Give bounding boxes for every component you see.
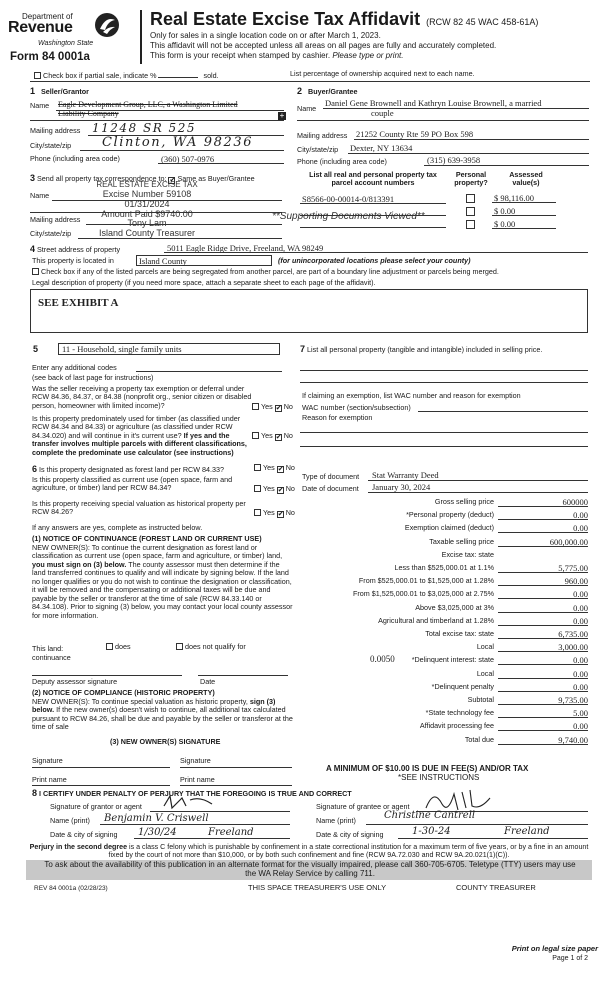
notice3-title: (3) NEW OWNER(S) SIGNATURE xyxy=(110,737,221,746)
grantee-date-line xyxy=(398,838,588,839)
grantor-name-label: Name (print) xyxy=(50,816,90,825)
sec6-q2-yes-label: Yes xyxy=(263,484,275,493)
same-as-buyer-label: Same as Buyer/Grantee xyxy=(177,174,255,183)
seller-city-line xyxy=(80,150,284,151)
sec6-q3-answers xyxy=(254,509,295,518)
sec5-q1-yes-label: Yes xyxy=(261,402,273,411)
sec5-q1-answers xyxy=(252,403,293,412)
revenue-text: Revenue xyxy=(8,19,73,36)
personal-3-checkbox[interactable] xyxy=(466,220,475,229)
dor-logo xyxy=(8,10,133,66)
deputy-sig-line[interactable] xyxy=(32,675,182,676)
tax-label: Total due xyxy=(464,735,494,744)
partial-sale-row xyxy=(34,70,219,80)
sec6-q1-text: Is this property designated as forest land per RCW 84.33? xyxy=(39,465,224,474)
sec5-q2-no[interactable] xyxy=(275,434,282,441)
stamp-excise-number: Excise Number 59108 xyxy=(102,188,192,199)
sec6-q1 xyxy=(32,464,224,475)
tax-value[interactable]: 0.00 xyxy=(573,616,588,626)
doc-type-label: Type of document xyxy=(302,472,360,481)
tax-value[interactable]: 5.00 xyxy=(573,708,588,718)
sec7-label: List all personal property (tangible and intangible) included in selling price. xyxy=(307,345,543,354)
sec5-num: 5 xyxy=(33,344,39,354)
stamp-name: Tony Lam xyxy=(127,218,167,229)
unincorp-note: (for unincorporated locations please select your county) xyxy=(278,256,471,265)
wac-label: WAC number (section/subsection) xyxy=(302,403,411,412)
tax-label: Agricultural and timberland at 1.28% xyxy=(378,616,494,625)
assessed-1-line xyxy=(492,202,556,203)
rcw-ref: (RCW 82 45 WAC 458-61A) xyxy=(426,17,539,27)
tax-label: Gross selling price xyxy=(434,497,494,506)
seller-city-label: City/state/zip xyxy=(30,141,72,150)
buyer-mail[interactable]: 21252 County Rte 59 PO Box 598 xyxy=(356,129,474,139)
sec6-q1-answers xyxy=(254,464,295,473)
street-label: Street address of property xyxy=(37,245,121,254)
grantee-date-label: Date & city of signing xyxy=(316,830,384,839)
local-rate[interactable]: 0.0050 xyxy=(370,654,395,664)
excise-stamp xyxy=(82,181,212,239)
street-line xyxy=(164,252,588,253)
parcel-header: List all real and personal property tax parcel account numbers xyxy=(309,170,437,188)
reason-label: Reason for exemption xyxy=(302,413,373,422)
tax-label: Excise tax: state xyxy=(441,550,494,559)
buyer-phone[interactable]: (315) 639-3958 xyxy=(427,155,481,165)
tax-value[interactable]: 0.00 xyxy=(573,669,588,679)
sec5-q2-answers xyxy=(252,432,293,441)
sec7-num: 7 xyxy=(300,344,306,354)
header-notes xyxy=(150,31,496,60)
tax-value[interactable]: 5,775.00 xyxy=(558,563,588,573)
seller-num: 1 xyxy=(30,86,36,96)
buyer-city-line xyxy=(348,153,589,154)
seller-title: Seller/Grantor xyxy=(41,87,89,96)
tax-value[interactable]: 0.00 xyxy=(573,682,588,692)
form-title-text: Real Estate Excise Tax Affidavit xyxy=(150,9,421,29)
notice1-text-a: NEW OWNER(S): To continue the current designation as forest land or classification as current use (open space, farm and agriculture, or timber) land, xyxy=(32,543,283,561)
does-not-checkbox[interactable] xyxy=(176,643,183,650)
tax-value[interactable]: 0.00 xyxy=(573,589,588,599)
assessed-header: Assessed value(s) xyxy=(509,170,543,188)
buyer-phone-line xyxy=(424,165,589,166)
buyer-heading xyxy=(297,86,358,97)
tax-value[interactable]: 600000 xyxy=(562,497,588,507)
grantor-date-label: Date & city of signing xyxy=(50,830,118,839)
doc-type[interactable]: Stat Warranty Deed xyxy=(372,470,439,480)
minimum-note: A MINIMUM OF $10.00 IS DUE IN FEE(S) AND/OR TAX xyxy=(326,764,529,773)
sec6-q1-no[interactable] xyxy=(277,466,284,473)
sec5-q2-bold: If yes and the transfer involves multiple parcels with different classifications, complete the predominate use calculator (see instructions) xyxy=(32,430,247,457)
grantee-sig-label: Signature of grantee or agent xyxy=(316,802,410,811)
see-back-label: (see back of last page for instructions) xyxy=(32,373,154,382)
supporting-docs-stamp: **Supporting Documents Viewed** xyxy=(272,211,425,222)
header-line-1: Only for sales in a single location code on or after March 1, 2023. xyxy=(150,31,381,40)
grantee-name-label: Name (print) xyxy=(316,816,356,825)
segregated-checkbox[interactable] xyxy=(32,268,39,275)
sec5-q1: Was the seller receiving a property tax exemption or deferral under RCW 84.36, 84.37, or 84.38 (nonprofit org., senior citizen or disabled person, homeowner with limited income)? xyxy=(32,384,252,410)
sec6-q2-no-label: No xyxy=(285,484,295,493)
sec5-q1-no-label: No xyxy=(283,402,293,411)
tax-label: Above $3,025,000 at 3% xyxy=(415,603,494,612)
notice1-text-c: The county assessor must then determine if the land transferred continues to qualify and will indicate by signing below. If the land no longer qualifies or you do not wish to continue the designation or classification, it will be removed and the compensating or additional taxes will be due and payable by the seller or transferor at the time of sale (RCW 84.33.140 or 84.34.108). Prior to signing (3) below, you may contact your local county assessor for more information. xyxy=(32,559,293,620)
sec4-num: 4 xyxy=(30,244,36,254)
deputy-date-label: Date xyxy=(200,677,216,686)
personal-2-checkbox[interactable] xyxy=(466,207,475,216)
owner-sig-line-2[interactable] xyxy=(180,767,292,768)
buyer-name-line2: couple xyxy=(371,108,394,119)
sec6-q3-yes-label: Yes xyxy=(263,508,275,517)
sec5-q2 xyxy=(32,415,254,457)
header-line-3b: Please type or print. xyxy=(332,50,404,60)
sec5-q2-no-label: No xyxy=(283,431,293,440)
rev-label: REV 84 0001a (02/28/23) xyxy=(34,885,108,892)
sec8-num: 8 xyxy=(32,788,38,798)
tax-value[interactable]: 0.00 xyxy=(573,603,588,613)
exempt-label: If claiming an exemption, list WAC number and reason for exemption xyxy=(302,391,521,400)
sec3-label: Send all property tax correspondence to: xyxy=(37,174,167,183)
notice2-title: (2) NOTICE OF COMPLIANCE (HISTORIC PROPERTY) xyxy=(32,688,215,697)
personal-property-line-2[interactable] xyxy=(300,382,588,383)
sec4-street-row xyxy=(30,244,120,255)
sec6-q1-yes-label: Yes xyxy=(263,463,275,472)
buyer-mail-line xyxy=(354,139,589,140)
county-treasurer-label: COUNTY TREASURER xyxy=(456,883,536,892)
sec6-q3: Is this property receiving special valuation as historical property per RCW 84.26? xyxy=(32,499,246,517)
buyer-name-label: Name xyxy=(297,104,317,113)
seller-name-label: Name xyxy=(30,101,50,110)
form-title xyxy=(150,9,538,30)
tax-value[interactable]: 0.00 xyxy=(573,655,588,665)
notice1-text-b: you must sign on (3) below. xyxy=(32,559,127,569)
street-address[interactable]: 5011 Eagle Ridge Drive, Freeland, WA 98249 xyxy=(167,243,324,253)
any-yes-note: If any answers are yes, complete as instructed below. xyxy=(32,523,203,532)
seller-phone[interactable]: (360) 507-0976 xyxy=(161,154,215,164)
tax-label: Local xyxy=(476,669,494,678)
notice2-text-c: If the new owner(s) doesn't wish to continue, all additional tax calculated pursuant to RCW 84.26, shall be due and payable by the seller or transferor at the time of sale xyxy=(32,705,293,732)
grantee-city[interactable]: Freeland xyxy=(504,826,550,837)
owner-sig-label-1: Signature xyxy=(32,756,63,765)
seller-phone-label: Phone (including area code) xyxy=(30,154,120,163)
legal-description-box[interactable] xyxy=(30,289,588,333)
tax-label: From $525,000.01 to $1,525,000 at 1.28% xyxy=(358,576,494,585)
seller-heading xyxy=(30,86,89,97)
sec6-q3-yes[interactable] xyxy=(254,509,261,516)
page-number: Page 1 of 2 xyxy=(552,955,588,962)
notice1-text xyxy=(32,544,294,620)
grantor-sig-line xyxy=(150,811,290,812)
tax-value[interactable]: 0.00 xyxy=(573,523,588,533)
tax-label: *Personal property (deduct) xyxy=(406,510,494,519)
tax-label: *Delinquent penalty xyxy=(431,682,494,691)
sec6-q3-no-label: No xyxy=(285,508,295,517)
reason-line-2[interactable] xyxy=(300,446,588,447)
owner-print-label-1: Print name xyxy=(32,775,67,784)
tax-value[interactable]: 9,735.00 xyxy=(558,695,588,705)
does-label: does xyxy=(115,642,131,651)
buyer-city[interactable]: Dexter, NY 13634 xyxy=(350,143,413,153)
sec3-name-label: Name xyxy=(30,191,50,200)
this-land-label: This land: xyxy=(32,644,64,653)
alt-format-note: To ask about the availability of this publication in an alternate format for the visually impaired, please call 360-705-6705. Teletype (TTY) users may use the WA Relay Service by calling 711. xyxy=(44,860,576,878)
owner-sig-label-2: Signature xyxy=(180,756,211,765)
form-number: Form 84 0001a xyxy=(10,51,90,63)
personal-header: Personal property? xyxy=(454,170,488,188)
wac-line[interactable] xyxy=(418,411,588,412)
seller-phone-line xyxy=(158,163,284,164)
sec6-num: 6 xyxy=(32,464,38,474)
seller-city[interactable]: Clinton, WA 98236 xyxy=(102,135,254,150)
tax-value[interactable]: 960.00 xyxy=(564,576,588,586)
seller-plus-icon[interactable]: + xyxy=(279,111,285,120)
notice1-title: (1) NOTICE OF CONTINUANCE (FOREST LAND OR CURRENT USE) xyxy=(32,534,262,543)
parcel-2-line xyxy=(300,215,446,216)
does-option xyxy=(106,643,131,651)
enter-codes-label: Enter any additional codes xyxy=(32,363,117,372)
certify-text: I CERTIFY UNDER PENALTY OF PERJURY THAT THE FOREGOING IS TRUE AND CORRECT xyxy=(39,789,352,798)
seller-mail-label: Mailing address xyxy=(30,126,81,135)
seller-mail[interactable]: 11248 SR 525 xyxy=(92,121,196,135)
continuance-label: continuance xyxy=(32,653,71,662)
seller-name-line1: Eagle Development Group, LLC, a Washington Limited xyxy=(58,100,238,109)
sec3-city-label: City/state/zip xyxy=(30,229,72,238)
treasurer-use-label: THIS SPACE TREASURER'S USE ONLY xyxy=(248,883,387,892)
buyer-phone-label: Phone (including area code) xyxy=(297,157,387,166)
parcel-1[interactable]: S8566-00-00014-0/813391 xyxy=(302,194,395,204)
sec6-q2: Is this property classified as current use (open space, farm and agriculture, or timber) land per RCW 84.34? xyxy=(32,475,233,493)
parcel-1-line xyxy=(300,203,446,204)
grantor-date-line xyxy=(134,838,290,839)
tax-value[interactable]: 0.00 xyxy=(573,510,588,520)
sec6-q3-no[interactable] xyxy=(277,511,284,518)
partial-percent-field[interactable] xyxy=(158,70,198,78)
tax-label: *Delinquent interest: state xyxy=(411,655,494,664)
buyer-name-line-b xyxy=(297,120,589,121)
deputy-date-line[interactable] xyxy=(198,675,288,676)
sec6-q2-no[interactable] xyxy=(277,487,284,494)
stamp-date: 01/31/2024 xyxy=(124,198,170,209)
partial-sale-label: Check box if partial sale, indicate % xyxy=(43,71,157,80)
buyer-mail-label: Mailing address xyxy=(297,131,348,140)
sold-label: sold. xyxy=(203,71,219,80)
sec3-mail-label: Mailing address xyxy=(30,215,81,224)
tax-value[interactable]: 6,735.00 xyxy=(558,629,588,639)
enter-codes-line xyxy=(136,371,282,372)
buyer-num: 2 xyxy=(297,86,303,96)
sec7-heading xyxy=(300,344,590,355)
notice2-text xyxy=(32,698,294,732)
tax-label: Exemption claimed (deduct) xyxy=(404,523,494,532)
assessed-2[interactable]: $ 0.00 xyxy=(494,206,516,216)
sec5-q2-yes[interactable] xyxy=(252,432,259,439)
sec6-q2-answers xyxy=(254,485,295,494)
grantor-name-line xyxy=(100,824,290,825)
sec5-q2-text: Is this property predominately used for timber (as classified under RCW 84.34 and 84.33) or agriculture (as classified under RCW 84.34.020) and will continue in it's current use? xyxy=(32,414,241,440)
county-select[interactable]: Island County xyxy=(136,255,272,266)
buyer-title: Buyer/Grantee xyxy=(308,87,358,96)
notice2-text-a: NEW OWNER(S): To continue special valuation as historic property, xyxy=(32,697,248,706)
perjury-notice xyxy=(26,843,592,860)
assessed-2-line xyxy=(492,215,556,216)
does-not-option xyxy=(176,643,246,651)
header-line-3: This form is your receipt when stamped by cashier. xyxy=(150,50,331,60)
owner-print-line-1[interactable] xyxy=(32,785,170,786)
owner-print-label-2: Print name xyxy=(180,775,215,784)
sec5-q2-yes-label: Yes xyxy=(261,431,273,440)
tax-value[interactable]: 3,000.00 xyxy=(558,642,588,652)
assessed-1[interactable]: $ 98,116.00 xyxy=(494,193,535,203)
tax-label: Less than $525,000.01 at 1.1% xyxy=(394,563,494,572)
sec6-q2-yes[interactable] xyxy=(254,485,261,492)
tax-label: Local xyxy=(476,642,494,651)
reason-line-1[interactable] xyxy=(300,432,588,433)
sec5-q1-no[interactable] xyxy=(275,405,282,412)
does-not-label: does not qualify for xyxy=(185,642,246,651)
tax-value[interactable]: 0.00 xyxy=(573,721,588,731)
stamp-title: REAL ESTATE EXCISE TAX xyxy=(96,180,198,189)
ownership-note: List percentage of ownership acquired next to each name. xyxy=(290,69,475,78)
grantor-date[interactable]: 1/30/24 xyxy=(138,827,177,838)
legal-paper-note: Print on legal size paper xyxy=(511,944,598,953)
rule-top xyxy=(30,81,590,82)
tax-label: Taxable selling price xyxy=(429,537,494,546)
assessed-3[interactable]: $ 0.00 xyxy=(494,219,516,229)
washington-state-text: Washington State xyxy=(38,40,94,47)
owner-sig-line-1[interactable] xyxy=(32,767,170,768)
grantee-name[interactable]: Christine Cantrell xyxy=(384,810,476,821)
wa-logo-icon xyxy=(94,12,120,38)
owner-print-line-2[interactable] xyxy=(180,785,292,786)
tax-label: *State technology fee xyxy=(425,708,494,717)
tax-label: Subtotal xyxy=(467,695,494,704)
sec3-num: 3 xyxy=(30,173,36,183)
buyer-name-line1[interactable]: Daniel Gene Brownell and Kathryn Louise Brownell, a married xyxy=(325,98,542,108)
doc-type-line xyxy=(368,480,588,481)
partial-sale-checkbox[interactable] xyxy=(34,72,41,79)
located-label: This property is located in xyxy=(32,256,114,265)
stamp-office: Island County Treasurer xyxy=(98,228,196,239)
segregated-label: Check box if any of the listed parcels are being segregated from another parcel, are part of a boundary line adjustment or parcels being merged. xyxy=(41,267,499,276)
perjury-bold: Perjury in the second degree xyxy=(29,843,128,851)
sec5-q1-yes[interactable] xyxy=(252,403,259,410)
doc-date-line xyxy=(368,492,588,493)
perjury-text: is a class C felony which is punishable by confinement in a state correctional institution for a maximum term of five years, or by a fine in an amount fixed by the court of not more than $10,000, or by both such confinement and fine (RCW 9A.72.030 and RCW 9A.20.021(1)(C)). xyxy=(108,843,589,860)
buyer-name-line xyxy=(323,108,589,109)
personal-property-line-1[interactable] xyxy=(300,370,588,371)
legal-description: SEE EXHIBIT A xyxy=(38,297,119,309)
see-instructions: *SEE INSTRUCTIONS xyxy=(398,773,480,782)
does-checkbox[interactable] xyxy=(106,643,113,650)
sec6-q1-no-label: No xyxy=(285,463,295,472)
notice2-text-b: sign (3) below. xyxy=(32,697,276,715)
grantor-city[interactable]: Freeland xyxy=(208,827,254,838)
tax-label: From $1,525,000.01 to $3,025,000 at 2.75% xyxy=(352,589,494,598)
grantor-name[interactable]: Benjamin V. Criswell xyxy=(104,813,209,824)
doc-date[interactable]: January 30, 2024 xyxy=(372,482,431,492)
doc-date-label: Date of document xyxy=(302,484,359,493)
tax-value[interactable]: 600,000.00 xyxy=(549,537,588,547)
sec6-q1-yes[interactable] xyxy=(254,464,261,471)
buyer-city-label: City/state/zip xyxy=(297,145,339,154)
tax-label: Affidavit processing fee xyxy=(419,721,494,730)
tax-value[interactable]: 9,740.00 xyxy=(558,735,588,745)
legal-label: Legal description of property (if you need more space, attach a separate sheet to each page of the affidavit). xyxy=(32,278,376,287)
grantor-signature[interactable] xyxy=(160,794,220,810)
personal-1-checkbox[interactable] xyxy=(466,194,475,203)
segregated-row xyxy=(32,268,499,276)
grantee-date[interactable]: 1-30-24 xyxy=(412,826,451,837)
land-use-code[interactable]: 11 - Household, single family units xyxy=(58,343,280,355)
grantee-name-line xyxy=(366,824,588,825)
header-divider xyxy=(140,10,142,64)
dept-text: Department of xyxy=(22,12,73,21)
deputy-label: Deputy assessor signature xyxy=(32,677,118,686)
header-line-2: This affidavit will not be accepted unless all areas on all pages are fully and accurately completed. xyxy=(150,40,497,50)
parcel-3-line xyxy=(300,227,446,228)
stamp-amount: Amount Paid $9740.00 xyxy=(101,208,193,219)
grantor-sig-label: Signature of grantor or agent xyxy=(50,802,142,811)
seller-name-line xyxy=(56,110,284,111)
tax-label: Total excise tax: state xyxy=(425,629,494,638)
assessed-3-line xyxy=(492,228,556,229)
seller-name-line2: Liability Company xyxy=(58,109,119,119)
